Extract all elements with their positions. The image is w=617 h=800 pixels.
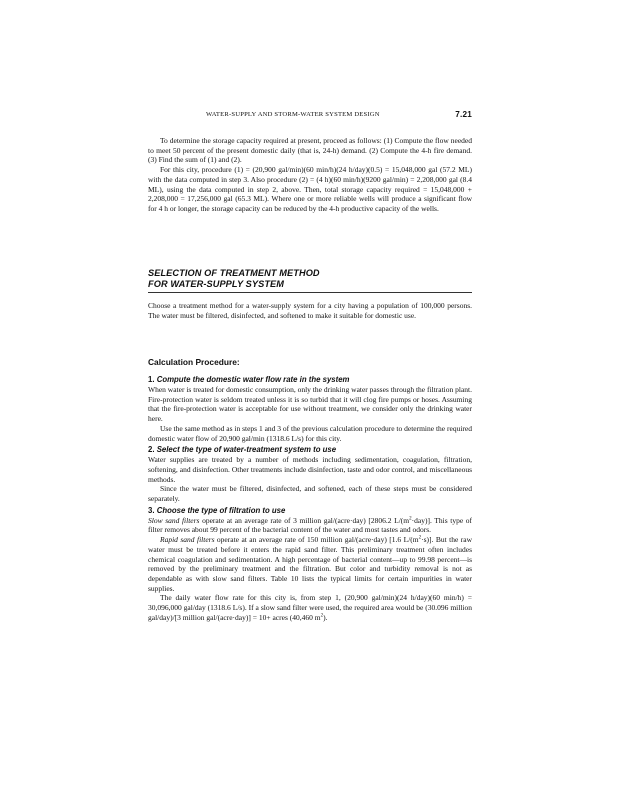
intro-paragraph-2: For this city, procedure (1) = (20,900 gal/min)(60 min/h)(24 h/day)(0.5) = 15,048,000 gal (57.2 ML) with the data computed in step 3. Also procedure (2) = (4 h)(60 min/h)(9200 gal/min) = 2,208,000 gal (8.4 ML), using the data computed in step 2, above. Then, total storage capacity required = 15,048,000 + 2,208,000 = 17,256,000 gal (65.3 ML). Where one or more reliable wells will produce a significant flow for 4 h or longer, the storage capacity can be reduced by the 4-h productive capacity of the wells. bbox=[148, 165, 472, 213]
step-3-paragraph-3: The daily water flow rate for this city is, from step 1, (20,900 gal/min)(24 h/day)(60 min/h) = 30,096,000 gal/day (1318.6 L/s). If a slow sand filter were used, the required area would be (30.096 million gal/day)/[3 million gal/(acre·day)] = 10+ acres (40,460 $m^2$). bbox=[148, 593, 472, 622]
step-1-paragraph-2: Use the same method as in steps 1 and 3 of the previous calculation procedure to determine the required domestic water flow of 20,900 gal/min (1318.6 L/s) for this city. bbox=[148, 423, 472, 443]
slow-sand-term: Slow sand filters bbox=[148, 515, 200, 525]
step-2-title: Select the type of water-treatment system to use bbox=[156, 445, 337, 455]
step-3-heading bbox=[148, 506, 472, 516]
section-title-line-1: SELECTION OF TREATMENT METHOD bbox=[148, 268, 320, 278]
step-1-heading bbox=[148, 375, 472, 385]
intro-block bbox=[148, 136, 472, 214]
step-2-paragraph-2: Since the water must be filtered, disinfected, and softened, each of these steps must be considered separately. bbox=[148, 484, 472, 504]
problem-statement bbox=[148, 301, 472, 320]
running-title: WATER-SUPPLY AND STORM-WATER SYSTEM DESIGN bbox=[206, 111, 380, 118]
problem-paragraph: Choose a treatment method for a water-supply system for a city having a population of 100,000 persons. The water must be filtered, disinfected, and softened to make it suitable for domestic use. bbox=[148, 301, 472, 320]
procedure-block bbox=[148, 357, 472, 622]
section-divider bbox=[148, 292, 472, 293]
step-1-paragraph-1: When water is treated for domestic consumption, only the drinking water passes through the filtration plant. Fire-protection water is seldom treated unless it is so turbid that it will clog fire pumps or hoses. Assuming that the fire-protection water is acceptable for use without treatment, we consider only the drinking water here. bbox=[148, 385, 472, 424]
intro-paragraph-1: To determine the storage capacity required at present, proceed as follows: (1) Compute the flow needed to meet 50 percent of the present domestic daily (that is, 24-h) demand. (2) Compute the 4-h fire demand. (3) Find the sum of (1) and (2). bbox=[148, 136, 472, 165]
step-3-paragraph-2: Rapid sand filters operate at an average rate of 150 million gal/(acre·day) [1.6 $L/(m^2\cdot s)$]. But the raw water must be treated before it enters the rapid sand filter. This preliminary treatment often includes chemical coagulation and sedimentation. A high percentage of bacterial content—up to 99.98 percent—is removed by the preliminary treatment and the filtration. But color and turbidity removal is not as dependable as with slow sand filters. Table 10 lists the typical limits for certain impurities in water supplies. bbox=[148, 535, 472, 593]
step-3-title: Choose the type of filtration to use bbox=[156, 505, 286, 515]
step-2-number: 2. bbox=[148, 445, 155, 455]
step-1-number: 1. bbox=[148, 375, 155, 384]
section-title-line-2: FOR WATER-SUPPLY SYSTEM bbox=[148, 279, 285, 289]
step-2-heading bbox=[148, 445, 472, 455]
step-1-title: Compute the domestic water flow rate in the system bbox=[156, 375, 350, 384]
step-3-number: 3. bbox=[148, 505, 155, 515]
step-3-paragraph-1: Slow sand filters operate at an average rate of 3 million gal/(acre·day) [2806.2 $L/(m^2\cdot day)$]. This type of filter removes about 99 percent of the bacterial content of the water and most tastes and odors. bbox=[148, 515, 473, 535]
step-2-paragraph-1: Water supplies are treated by a number of methods including sedimentation, coagulation, filtration, softening, and disinfection. Other treatments include disinfection, taste and odor control, and miscellaneous methods. bbox=[148, 455, 472, 484]
section-title bbox=[148, 268, 472, 290]
page-number: 7.21 bbox=[455, 110, 472, 119]
rapid-sand-term: Rapid sand filters bbox=[160, 535, 215, 545]
procedure-heading: Calculation Procedure: bbox=[148, 357, 240, 367]
